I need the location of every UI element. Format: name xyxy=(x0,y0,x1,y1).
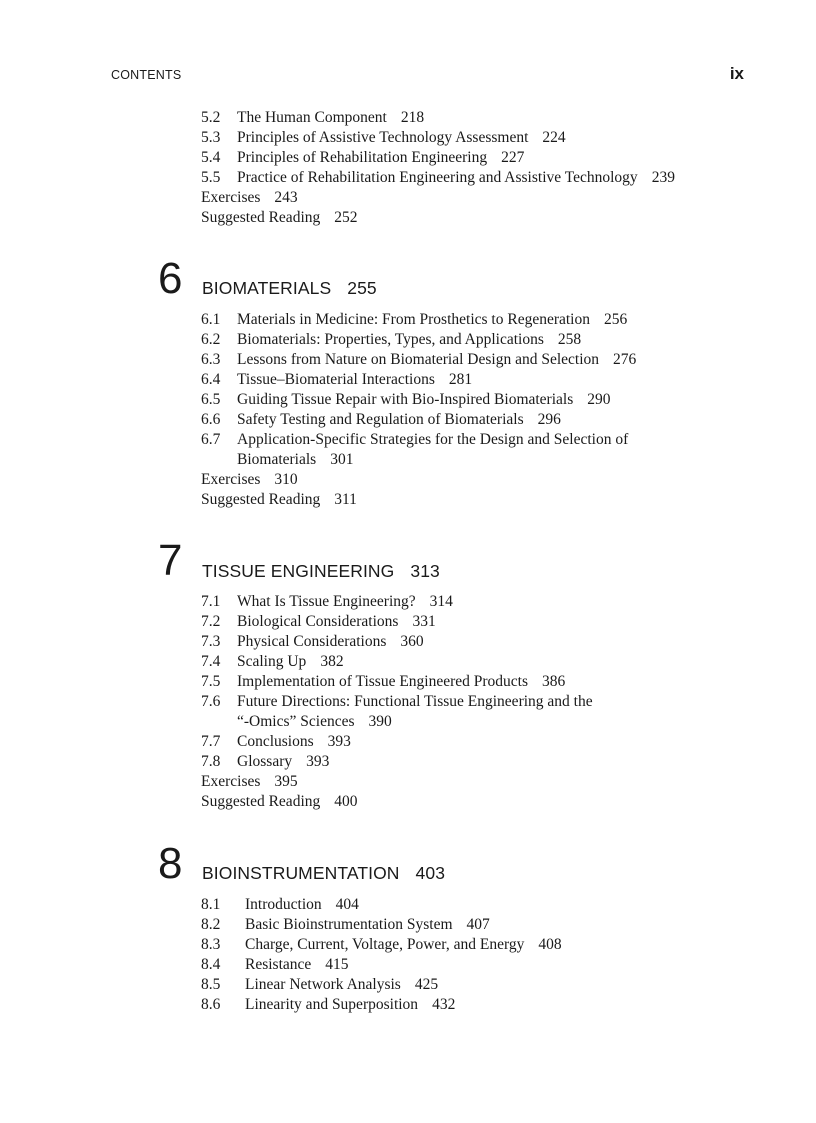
page-number: ix xyxy=(729,64,744,83)
running-head: CONTENTS xyxy=(111,68,182,82)
toc-exercises[interactable]: Exercises 310 xyxy=(201,471,298,488)
chapter5-toc xyxy=(201,108,675,228)
toc-entry[interactable]: 8.3 Charge, Current, Voltage, Power, and Energy 408 xyxy=(201,936,562,953)
toc-entry[interactable]: 7.8 Glossary 393 xyxy=(201,753,330,770)
chapter7-toc xyxy=(201,592,593,812)
toc-entry[interactable]: 7.2 Biological Considerations 331 xyxy=(201,613,436,630)
toc-exercises[interactable]: Exercises 395 xyxy=(201,773,298,790)
toc-entry[interactable]: 7.5 Implementation of Tissue Engineered Products 386 xyxy=(201,673,566,690)
toc-entry[interactable]: 6.1 Materials in Medicine: From Prosthetics to Regeneration 256 xyxy=(201,311,628,328)
toc-suggested-reading[interactable]: Suggested Reading 400 xyxy=(201,793,358,810)
toc-entry[interactable]: 5.2 The Human Component 218 xyxy=(201,109,425,126)
chapter6-toc xyxy=(201,310,636,510)
chapter-number: 7 xyxy=(158,536,183,585)
toc-entry[interactable]: 6.2 Biomaterials: Properties, Types, and Applications 258 xyxy=(201,331,582,348)
toc-entry[interactable]: 7.7 Conclusions 393 xyxy=(201,733,351,750)
toc-entry[interactable]: 6.7 Application-Specific Strategies for the Design and Selection of xyxy=(201,431,629,448)
toc-entry[interactable]: 8.1 Introduction 404 xyxy=(201,896,359,913)
chapter-title[interactable]: BIOMATERIALS 255 xyxy=(202,278,377,298)
toc-entry[interactable]: 7.4 Scaling Up 382 xyxy=(201,653,344,670)
chapter-title[interactable]: TISSUE ENGINEERING 313 xyxy=(202,561,440,581)
toc-entry[interactable]: 7.6 Future Directions: Functional Tissue Engineering and the xyxy=(201,693,593,710)
chapter-number: 6 xyxy=(158,254,183,303)
chapter-title[interactable]: BIOINSTRUMENTATION 403 xyxy=(202,863,446,883)
toc-entry[interactable]: 6.5 Guiding Tissue Repair with Bio-Inspired Biomaterials 290 xyxy=(201,391,611,408)
toc-entry[interactable]: 6.6 Safety Testing and Regulation of Biomaterials 296 xyxy=(201,411,561,428)
toc-entry-continued[interactable]: “-Omics” Sciences 390 xyxy=(237,713,392,730)
toc-entry[interactable]: 7.1 What Is Tissue Engineering? 314 xyxy=(201,593,453,610)
toc-exercises[interactable]: Exercises 243 xyxy=(201,189,298,206)
toc-entry[interactable]: 6.3 Lessons from Nature on Biomaterial Design and Selection 276 xyxy=(201,351,637,368)
toc-entry[interactable]: 8.2 Basic Bioinstrumentation System 407 xyxy=(201,916,490,933)
chapter-number: 8 xyxy=(158,839,183,888)
toc-entry[interactable]: 8.4 Resistance 415 xyxy=(201,956,349,973)
toc-entry[interactable]: 8.6 Linearity and Superposition 432 xyxy=(201,996,456,1013)
toc-suggested-reading[interactable]: Suggested Reading 252 xyxy=(201,209,358,226)
toc-entry[interactable]: 5.5 Practice of Rehabilitation Engineering and Assistive Technology 239 xyxy=(201,169,675,186)
toc-entry[interactable]: 6.4 Tissue–Biomaterial Interactions 281 xyxy=(201,371,473,388)
toc-entry[interactable]: 7.3 Physical Considerations 360 xyxy=(201,633,424,650)
toc-entry[interactable]: 5.4 Principles of Rehabilitation Engineering 227 xyxy=(201,149,525,166)
toc-entry[interactable]: 5.3 Principles of Assistive Technology Assessment 224 xyxy=(201,129,566,146)
toc-entry[interactable]: 8.5 Linear Network Analysis 425 xyxy=(201,976,439,993)
chapter8-toc xyxy=(201,895,562,1015)
toc-entry-continued[interactable]: Biomaterials 301 xyxy=(237,451,354,468)
toc-suggested-reading[interactable]: Suggested Reading 311 xyxy=(201,491,357,508)
